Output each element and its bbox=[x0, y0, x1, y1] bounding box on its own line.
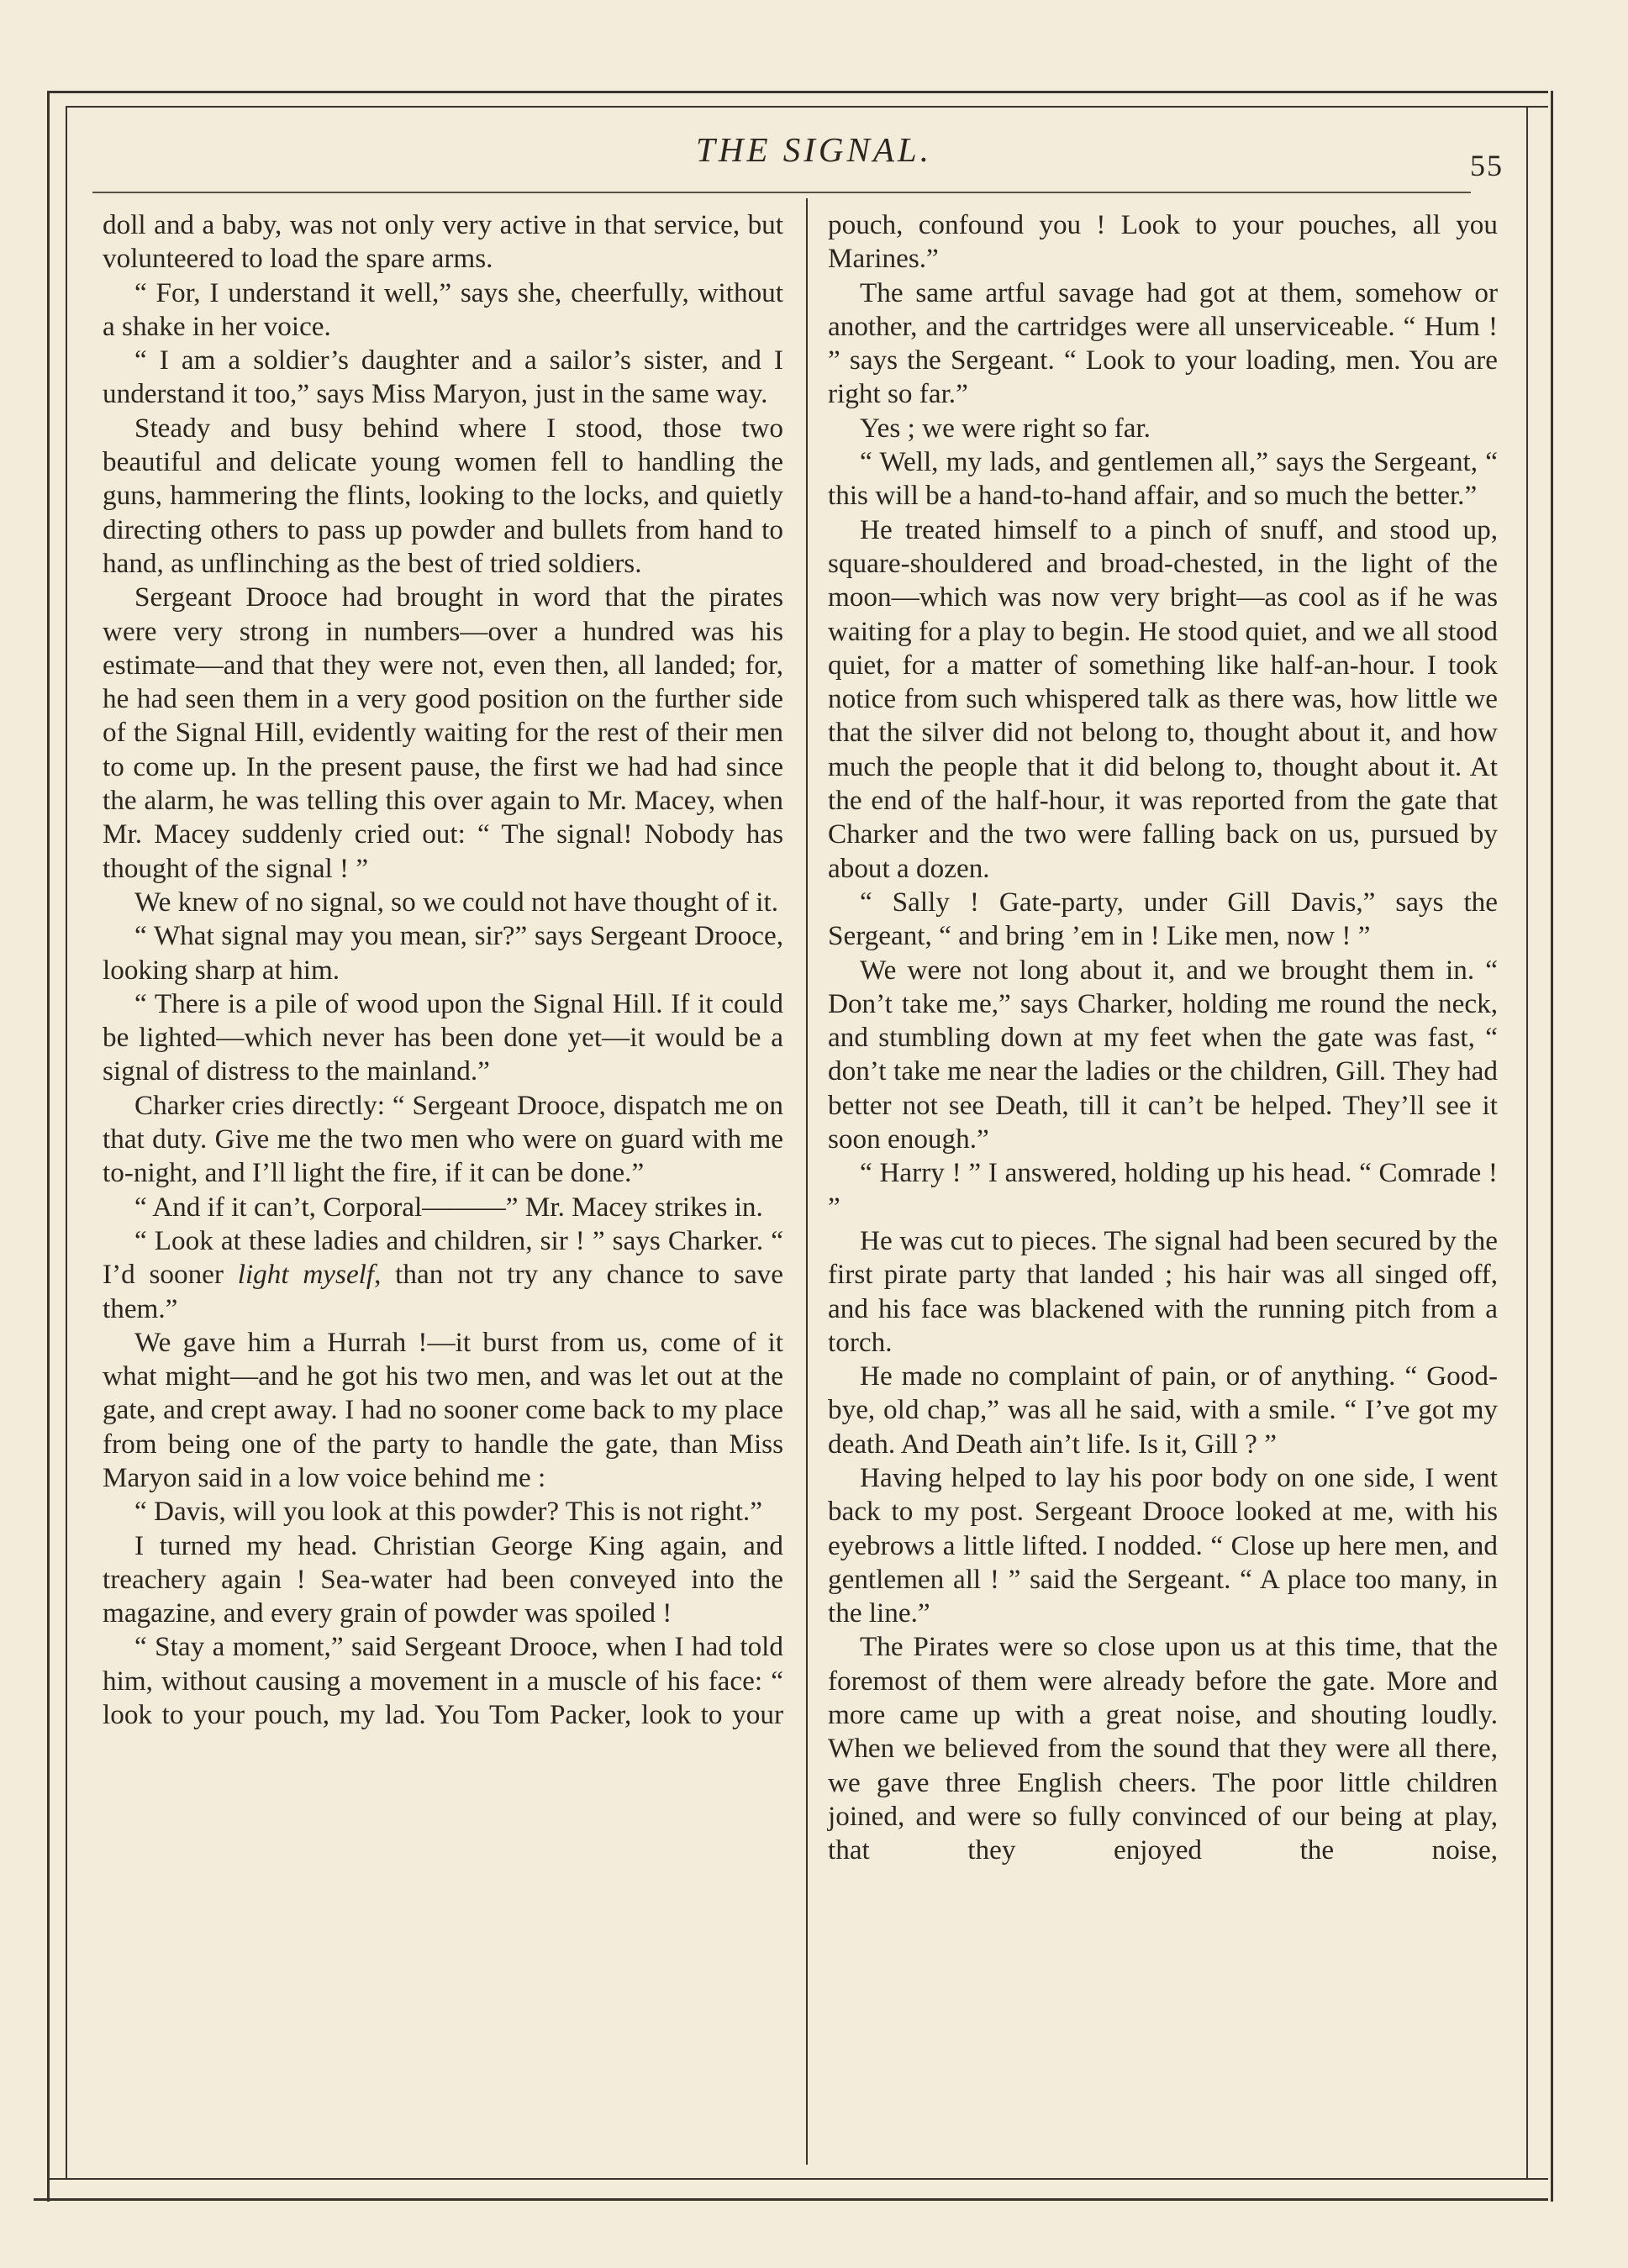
paragraph-italic-phrase: “ Look at these ladies and children, sir ! ” says Charker. “ I’d sooner light myself, than not try any chance to save them.” bbox=[103, 1224, 783, 1324]
left-column bbox=[103, 208, 783, 1732]
paragraph: “ There is a pile of wood upon the Signal Hill. If it could be lighted—which never has been done yet—it would be a signal of distress to the mainland.” bbox=[103, 987, 783, 1087]
paragraph: The Pirates were so close upon us at this time, that the foremost of them were already before the gate. More and more came up with a great noise, and shouting loudly. When we believed from the sound that they were all there, we gave three English cheers. The poor little children joined, and were so fully convinced of our being at play, that they enjoyed the noise, bbox=[828, 1631, 1498, 1866]
right-inner-rule bbox=[1526, 106, 1528, 2178]
paragraph: “ What signal may you mean, sir?” says Sergeant Drooce, looking sharp at him. bbox=[103, 920, 783, 986]
paragraph: “ Harry ! ” I answered, holding up his head. “ Comrade ! ” bbox=[828, 1157, 1498, 1223]
paragraph: The same artful savage had got at them, somehow or another, and the cartridges were all unserviceable. “ Hum ! ” says the Sergeant. “ Look to your loading, men. You are right so far.” bbox=[828, 276, 1498, 410]
bottom-border-rule bbox=[34, 2198, 1548, 2201]
paragraph: Having helped to lay his poor body on one side, I went back to my post. Sergeant Drooce looked at me, with his eyebrows a little lifted. I nodded. “ Close up here men, and gentlemen all ! ” said the Sergeant. “ A place too many, in the line.” bbox=[828, 1461, 1498, 1629]
paragraph: Sergeant Drooce had brought in word that the pirates were very strong in numbers—over a hundred was his estimate—and that they were not, even then, all landed; for, he had seen them in a very good position on the further side of the Signal Hill, evidently waiting for the rest of their men to come up. In the present pause, the first we had had since the alarm, he was telling this over again to Mr. Macey, when Mr. Macey suddenly cried out: “ The signal! Nobody has thought of the signal ! ” bbox=[103, 581, 783, 884]
paragraph: We knew of no signal, so we could not have thought of it. bbox=[134, 886, 779, 918]
paragraph: I turned my head. Christian George King again, and treachery again ! Sea-water had been conveyed into the magazine, and every grain of powder was spoiled ! bbox=[103, 1529, 783, 1629]
paragraph: “ Well, my lads, and gentlemen all,” says the Sergeant, “ this will be a hand-to-hand affair, and so much the better.” bbox=[828, 446, 1498, 512]
paragraph: “ I am a soldier’s daughter and a sailor’s sister, and I understand it too,” says Miss Maryon, just in the same way. bbox=[103, 345, 783, 410]
paragraph: “ And if it can’t, Corporal———” Mr. Macey strikes in. bbox=[134, 1191, 763, 1223]
paragraph: Yes ; we were right so far. bbox=[860, 412, 1151, 444]
paragraph: We were not long about it, and we brought them in. “ Don’t take me,” says Charker, holding me round the neck, and stumbling down at my feet when the gate was fast, “ don’t take me near the ladies or the children, Gill. They had better not see Death, till it can’t be helped. They’ll see it soon enough.” bbox=[828, 954, 1498, 1155]
paragraph: pouch, confound you ! Look to your pouches, all you Marines.” bbox=[828, 209, 1498, 275]
paragraph: “ Davis, will you look at this powder? This is not right.” bbox=[134, 1496, 762, 1528]
bottom-inner-rule bbox=[47, 2178, 1548, 2180]
running-title: THE SIGNAL. bbox=[696, 130, 932, 169]
paragraph: “ For, I understand it well,” says she, cheerfully, without a shake in her voice. bbox=[103, 276, 783, 342]
paragraph: “ Sally ! Gate-party, under Gill Davis,” says the Sergeant, “ and bring ’em in ! Like men, now ! ” bbox=[828, 886, 1498, 952]
paragraph: Steady and busy behind where I stood, those two beautiful and delicate young women fell to handling the guns, hammering the flints, looking to the locks, and quietly directing others to pass up powder and bullets from hand to hand, as unflinching as the best of tried soldiers. bbox=[103, 412, 783, 579]
italic-phrase: light myself bbox=[237, 1259, 375, 1291]
paragraph: “ Stay a moment,” said Sergeant Drooce, when I had told him, without causing a movement in a muscle of his face: “ look to your pouch, my lad. You Tom Packer, look to your bbox=[103, 1631, 783, 1731]
left-inner-rule bbox=[66, 106, 67, 2178]
paragraph: doll and a baby, was not only very active in that service, but volunteered to load the spare arms. bbox=[103, 209, 783, 275]
paragraph: He made no complaint of pain, or of anything. “ Good-bye, old chap,” was all he said, with a smile. “ I’ve got my death. And Death ain’t life. Is it, Gill ? ” bbox=[828, 1360, 1498, 1460]
paragraph: He was cut to pieces. The signal had been secured by the first pirate party that landed ; his hair was all singed off, and his face was blackened with the running pitch from a torch. bbox=[828, 1224, 1498, 1358]
paragraph: Charker cries directly: “ Sergeant Drooce, dispatch me on that duty. Give me the two men who were on guard with me to-night, and I’ll light the fire, if it can be done.” bbox=[103, 1089, 783, 1189]
right-column bbox=[828, 208, 1498, 1868]
page-number: 55 bbox=[1470, 149, 1504, 182]
header-rule bbox=[92, 192, 1471, 193]
paragraph: He treated himself to a pinch of snuff, and stood up, square-shouldered and broad-chested, in the light of the moon—which was now very bright—as cool as if he was waiting for a play to begin. He stood quiet, and we all stood quiet, for a matter of something like half-an-hour. I took notice from such whispered talk as there was, how little we that the silver did not belong to, thought about it, and how much the people that it did belong to, thought about it. At the end of the half-hour, it was reported from the gate that Charker and the two were falling back on us, pursued by about a dozen. bbox=[828, 513, 1498, 884]
paragraph: We gave him a Hurrah !—it burst from us, come of it what might—and he got his two men, and was let out at the gate, and crept away. I had no sooner come back to my place from being one of the party to handle the gate, than Miss Maryon said in a low voice behind me : bbox=[103, 1326, 783, 1493]
column-divider bbox=[806, 198, 808, 2165]
